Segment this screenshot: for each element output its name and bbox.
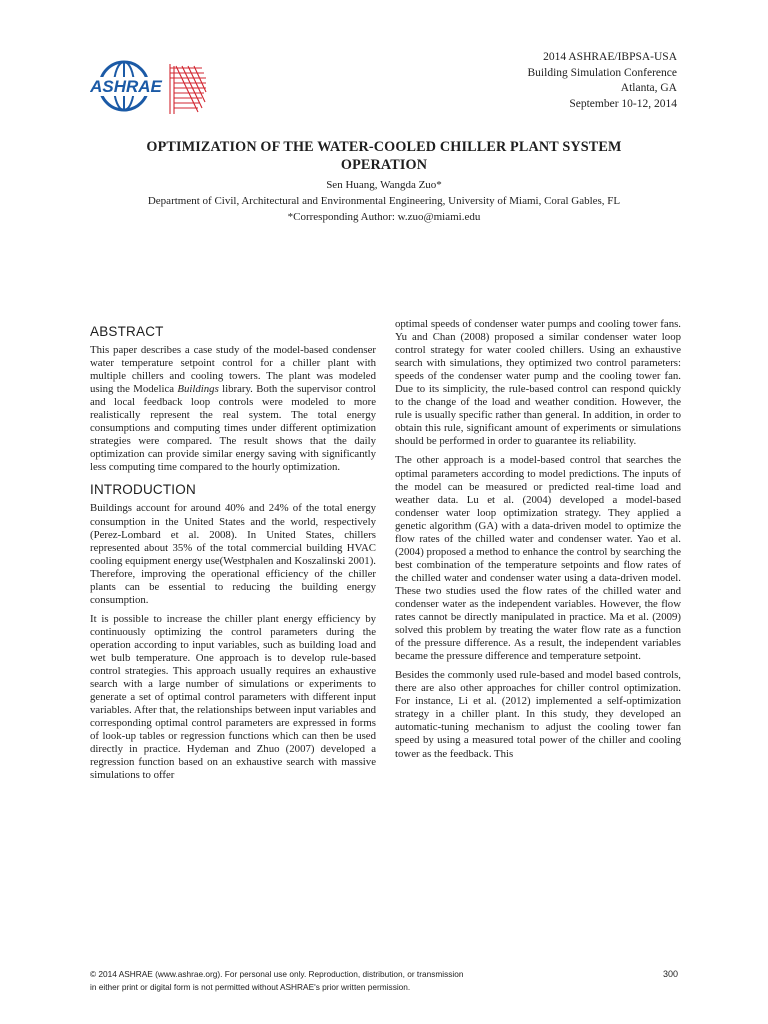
abstract-text-part-1: This paper describes a case study of the model-based condenser water temperature setpoint control for a chiller plant with multiple chillers and cooling towers. The plant was modeled using the Modelica bbox=[90, 344, 376, 396]
intro-paragraph-5: Besides the commonly used rule-based and model based controls, there are also other approaches for chiller control optimization. For instance, Li et al. (2012) implemented a self-optimization strategy in a chiller plant. In this study, they developed an automatic-tuning mechanism to adjust the cooling tower fan speed by using a measured total power of the chiller and cooling tower as the feedback. This bbox=[395, 669, 681, 760]
conference-location: Atlanta, GA bbox=[620, 82, 677, 94]
intro-paragraph-2: It is possible to increase the chiller plant energy efficiency by continuously optimizing the control parameters during the operation according to input variables, such as building load and wet bulb temperature. One approach is to develop rule-based control strategies. This approach usually requires an exhaustive search with a large number of simulations or experiments to generate a set of optimal control parameters with different input variables. After that, the relationships between input variables and corresponding optimal control parameters are expressed in forms of look-up tables or regression functions which can then be used directly in practice. Hydeman and Zhuo (2007) developed a regression function based on an exhaustive search with massive simulations to offer bbox=[90, 612, 376, 782]
intro-paragraph-3: optimal speeds of condenser water pumps and cooling tower fans. Yu and Chan (2008) proposed a similar condenser water loop control strategy for water cooled chillers. Using an exhaustive search with simulations, they optimized two control parameters: speeds of the condenser water pump and the cooling tower fan. Due to its simplicity, the rule-based control can respond quickly to the change of the load and weather condition. However, the rule is usually specific rather than general. In addition, in order to obtain this rule, significant amount of experiments or simulations should be performed in order to guarantee its reliability. bbox=[395, 318, 681, 448]
copyright-notice bbox=[90, 968, 678, 994]
paper-title bbox=[60, 139, 708, 174]
corresponding-author: *Corresponding Author: w.zuo@miami.edu bbox=[287, 211, 481, 223]
ashrae-logo-graphic bbox=[90, 58, 220, 118]
title-line-1: OPTIMIZATION OF THE WATER-COOLED CHILLER PLANT SYSTEM bbox=[146, 139, 622, 155]
intro-paragraph-1: Buildings account for around 40% and 24% of the total energy consumption in the United States and the world, respectively (Perez-Lombard et al. 2008). In United States, chillers represented about 35% of the total commercial building HVAC cooling equipment energy use(Westphalen and Koszalinski 2001). Therefore, improving the operational efficiency of the chiller plants can be essential to reducing the building energy consumption. bbox=[90, 502, 376, 606]
page-number: 300 bbox=[662, 969, 678, 979]
abstract-paragraph bbox=[90, 344, 376, 474]
intro-paragraph-4: The other approach is a model-based control that searches the optimal parameters according to model predictions. The inputs of the model can be measured or predicted real-time load and weather data. Lu et al. (2004) developed a model-based condenser water loop optimization strategy. They applied a genetic algorithm (GA) with a data-driven model to optimize the flow rates of the chilled water and condenser water. Yao et al. (2004) proposed a method to enhance the control by searching the best combination of the temperature setpoints and flow rates of the chilled water and condenser water using a data-driven model. These two studies used the flow rates of the chilled water and condenser water as the independent variables. However, the flow rates cannot be directly manipulated in practice. Ma et al. (2009) solved this problem by treating the water flow rate as a function of the pressure difference. As a result, the independent variables became the pressure difference and temperature setpoint. bbox=[395, 454, 681, 663]
copyright-footer bbox=[90, 968, 678, 994]
abstract-text-italic: Buildings bbox=[177, 383, 219, 396]
introduction-heading: INTRODUCTION bbox=[90, 482, 196, 498]
abstract-heading: ABSTRACT bbox=[90, 324, 164, 339]
ashrae-logo bbox=[90, 58, 220, 118]
author-names: Sen Huang, Wangda Zuo* bbox=[326, 179, 442, 191]
conference-title: Building Simulation Conference bbox=[527, 66, 677, 79]
author-block bbox=[60, 177, 708, 225]
abstract-text-part-2: library. Both the supervisor control and local feedback loop controls were modeled to more realistically represent the real system. The total energy consumptions and computing times under different optimization strategies were compared. The result shows that the daily optimization can provide similar energy saving with significantly less computing time compared to the hourly optimization. bbox=[90, 383, 376, 474]
affiliation: Department of Civil, Architectural and Environmental Engineering, University of Miami, Coral Gables, FL bbox=[147, 195, 621, 207]
conference-name: 2014 ASHRAE/IBPSA-USA bbox=[543, 51, 677, 63]
left-column bbox=[90, 323, 376, 788]
conference-info bbox=[528, 50, 677, 112]
copyright-line-1: © 2014 ASHRAE (www.ashrae.org). For personal use only. Reproduction, distribution, or transmission bbox=[90, 969, 464, 979]
right-column bbox=[395, 318, 681, 767]
title-line-2: OPERATION bbox=[340, 156, 428, 173]
copyright-line-2: in either print or digital form is not permitted without ASHRAE's prior written permission. bbox=[90, 982, 411, 992]
conference-dates: September 10-12, 2014 bbox=[569, 97, 677, 110]
logo-wordmark: ASHRAE bbox=[90, 77, 162, 96]
